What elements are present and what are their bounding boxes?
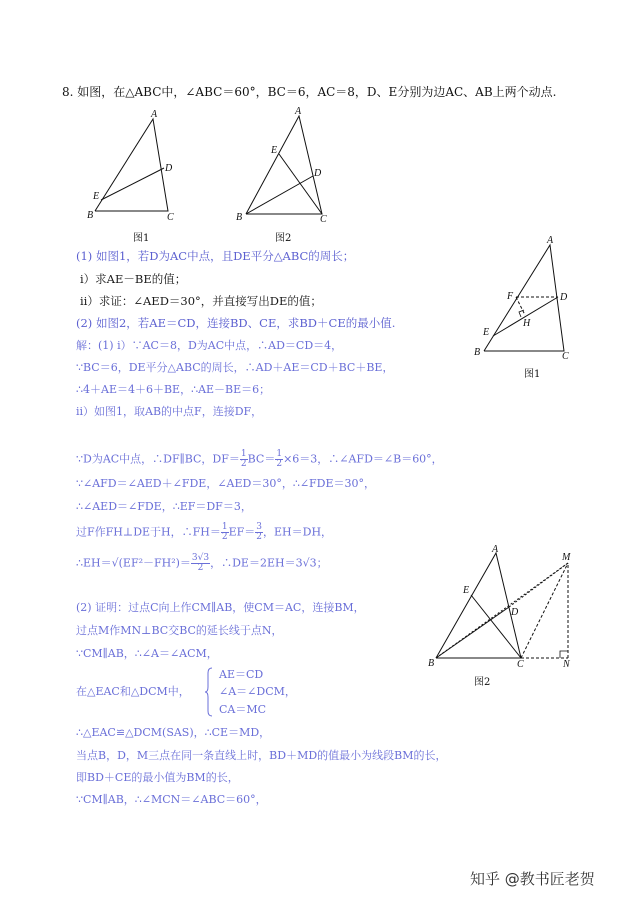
solution-line-11: 过点M作MN⊥BC交BC的延长线于点N， [76,624,283,637]
label-D: D [314,168,322,179]
figure-top-2 [233,104,338,228]
label-E: E [93,191,100,202]
solution-line-9 [76,554,328,573]
question-1-ii: ⅱ）求证：∠AED＝30°，并直接写出DE的值； [80,294,322,308]
label-D: D [511,607,519,618]
system-condition-3: CA＝MC [219,703,267,716]
fraction-numerator: 1 [221,522,228,532]
solution-line-3: ∴4＋AE＝4＋6＋BE，∴AE－BE＝6； [76,383,271,396]
label-D: D [560,292,568,303]
label-B: B [87,210,94,221]
solution-line-5 [76,450,443,469]
system-condition-2: ∠A＝∠DCM， [219,685,296,698]
label-F: F [507,291,514,302]
question-1: (1) 如图1，若D为AC中点，且DE平分△ABC的周长； [76,249,355,263]
fraction-numerator: 3√3 [191,553,210,563]
solution-line-14: ∴△EAC≌△DCM(SAS)，∴CE＝MD， [76,726,271,739]
problem-statement: 8. 如图，在△ABC中，∠ABC＝60°，BC＝6，AC＝8，D、E分别为边AC、AB上两个动点. [62,85,557,99]
solution-line-16: 即BD＋CE的最小值为BM的长， [76,771,239,784]
fraction-three-root-three-halves [191,554,210,573]
label-B: B [236,212,243,223]
triangle-figure-right-1 [470,233,580,363]
fraction-denominator: 2 [276,459,283,469]
solution-line-4: ⅱ）如图1，取AB的中点F，连接DF， [76,405,263,418]
label-E: E [271,145,278,156]
solution-line-9-b: ，∴DE＝2EH＝3√3； [210,556,328,570]
label-A: A [295,106,302,117]
label-E: E [463,585,470,596]
label-B: B [474,347,481,358]
solution-line-15: 当点B，D，M三点在同一条直线上时，BD＋MD的值最小为线段BM的长， [76,749,447,762]
solution-line-5-a: ∵D为AC中点，∴DF∥BC，DF＝ [76,452,240,466]
question-2: (2) 如图2，若AE＝CD，连接BD、CE，求BD＋CE的最小值. [76,316,396,330]
solution-line-13: 在△EAC和△DCM中， [76,685,190,698]
system-brace [205,667,213,717]
fraction-denominator: 2 [240,459,247,469]
figure-top-1 [85,108,185,228]
fraction-denominator: 2 [256,532,263,542]
label-C: C [517,659,524,670]
figure-right-1 [470,233,580,363]
label-M: M [562,552,571,563]
question-1-i: ⅰ）求AE－BE的值； [80,272,187,286]
label-D: D [165,163,173,174]
fraction-denominator: 2 [197,563,204,573]
fraction-denominator: 2 [221,532,228,542]
label-E: E [483,327,490,338]
caption-top-fig2: 图2 [275,233,292,244]
caption-right-fig1: 图1 [524,369,541,380]
solution-line-8-a: 过F作FH⊥DE于H，∴FH＝ [76,525,221,539]
fraction-numerator: 1 [276,449,283,459]
triangle-figure-right-2 [428,545,580,675]
zhihu-watermark: 知乎 @教书匠老贺 [470,870,595,888]
caption-top-fig1: 图1 [133,233,150,244]
solution-line-10: (2) 证明：过点C向上作CM∥AB，使CM＝AC，连接BM， [76,601,365,614]
label-C: C [320,214,327,225]
system-condition-1: AE＝CD [219,668,264,681]
solution-line-1: 解：(1) ⅰ）∵AC＝8，D为AC中点，∴AD＝CD＝4， [76,339,343,352]
solution-line-6: ∵∠AFD＝∠AED＋∠FDE，∠AED＝30°，∴∠FDE＝30°， [76,477,376,490]
label-B: B [428,658,435,669]
label-A: A [492,545,499,555]
solution-line-8-c: ，EH＝DH， [263,525,333,539]
triangle-figure-2 [233,104,338,228]
solution-line-17: ∵CM∥AB，∴∠MCN＝∠ABC＝60°， [76,793,267,806]
fraction-numerator: 1 [240,449,247,459]
label-A: A [151,109,158,120]
figure-right-2 [428,545,580,675]
solution-line-8 [76,523,332,542]
solution-line-2: ∵BC＝6，DE平分△ABC的周长，∴AD＋AE＝CD＋BC＋BE， [76,361,394,374]
fraction-three-halves [255,523,263,542]
solution-line-9-a: ∴EH＝√(EF²－FH²)＝ [76,556,191,570]
label-C: C [167,212,174,223]
label-A: A [547,235,554,246]
label-N: N [563,659,570,670]
label-C: C [562,351,569,362]
fraction-one-half [240,450,248,469]
solution-line-8-b: EF＝ [228,525,256,539]
fraction-one-half-2 [275,450,283,469]
triangle-figure-1 [85,108,185,228]
solution-line-5-b: BC＝ [247,452,276,466]
solution-line-12: ∵CM∥AB，∴∠A＝∠ACM， [76,647,218,660]
solution-line-7: ∴∠AED＝∠FDE，∴EF＝DF＝3， [76,500,252,513]
solution-line-5-c: ×6＝3，∴∠AFD＝∠B＝60°， [283,452,443,466]
fraction-numerator: 3 [256,522,263,532]
label-H: H [523,318,531,329]
caption-right-fig2: 图2 [474,677,491,688]
fraction-one-half-3 [221,523,229,542]
